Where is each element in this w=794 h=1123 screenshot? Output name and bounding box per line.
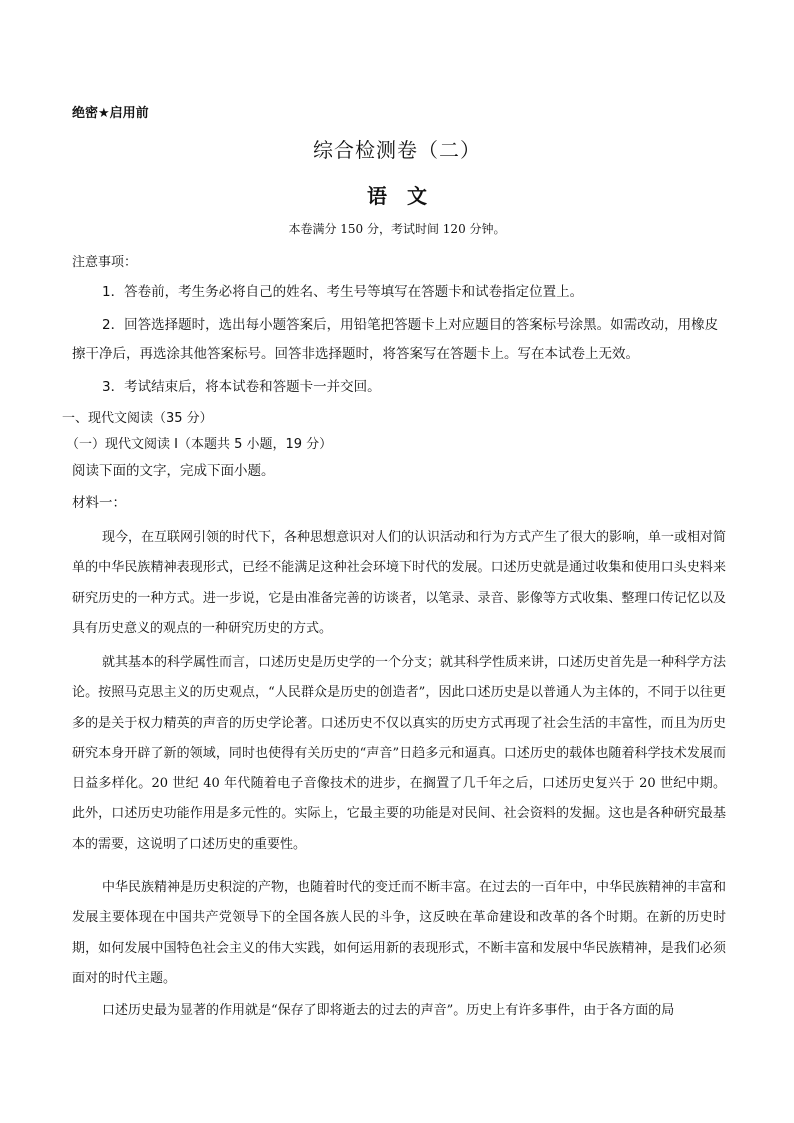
notice-heading: 注意事项： <box>72 255 138 270</box>
confidential-label: 绝密★启用前 <box>72 106 149 121</box>
subsection-heading: （一）现代文阅读 I（本题共 5 小题，19 分） <box>66 437 333 452</box>
notice-item: 1．答卷前，考生务必将自己的姓名、考生号等填写在答题卡和试卷指定位置上。 <box>102 284 584 300</box>
reading-instruction: 阅读下面的文字，完成下面小题。 <box>72 463 275 479</box>
body-paragraph: 中华民族精神是历史积淀的产物，也随着时代的变迁而不断丰富。在过去的一百年中，中华民族精神的丰富和发展主要体现在中国共产党领导下的全国各族人民的斗争，这反映在革命建设和改革的各个时期。在新的历史时期，如何发展中国特色社会主义的伟大实践，如何运用新的表现形式，不断丰富和发展中华民族精神，是我们必须面对的时代主题。 <box>72 880 727 986</box>
body-paragraph: 就其基本的科学属性而言，口述历史是历史学的一个分支；就其科学性质来讲，口述历史首先是一种科学方法论。按照马克思主义的历史观点，“人民群众是历史的创造者”，因此口述历史是以普通人为主体的，不同于以往更多的是关于权力精英的声音的历史学论著。口述历史不仅以真实的历史方式再现了社会生活的丰富性，而且为历史研究本身开辟了新的领域，同时也使得有关历史的“声音”日趋多元和逼真。口述历史的载体也随着科学技术发展而日益多样化。20 世纪 40 年代随着电子音像技术的进步，在搁置了几千年之后，口述历史复兴于 20 世纪中期。此外，口述历史功能作用是多元性的。实际上，它最主要的功能是对民间、社会资料的发掘。这也是各种研究最基本的需要，这说明了口述历史的重要性。 <box>72 655 727 852</box>
body-paragraph: 口述历史最为显著的作用就是“保存了即将逝去的过去的声音”。历史上有许多事件，由于各方面的局 <box>102 1003 675 1018</box>
subject-title: 语 文 <box>367 184 427 208</box>
score-time-line: 本卷满分 150 分，考试时间 120 分钟。 <box>288 222 506 236</box>
notice-item: 3．考试结束后，将本试卷和答题卡一并交回。 <box>102 379 381 395</box>
body-paragraph: 现今，在互联网引领的时代下，各种思想意识对人们的认识活动和行为方式产生了很大的影响，单一或相对简单的中华民族精神表现形式，已经不能满足这种社会环境下时代的发展。口述历史就是通过收集和使用口头史料来研究历史的一种方式。进一步说，它是由准备完善的访谈者，以笔录、录音、影像等方式收集、整理口传记忆以及具有历史意义的观点的一种研究历史的方式。 <box>72 530 727 636</box>
section-heading: 一、现代文阅读（35 分） <box>62 411 213 426</box>
material-label: 材料一： <box>72 495 126 511</box>
notice-item: 2．回答选择题时，选出每小题答案后，用铅笔把答题卡上对应题目的答案标号涂黑。如需改动，用橡皮擦干净后，再选涂其他答案标号。回答非选择题时，将答案写在答题卡上。写在本试卷上无效。 <box>72 317 719 362</box>
exam-title: 综合检测卷（二） <box>313 138 481 162</box>
